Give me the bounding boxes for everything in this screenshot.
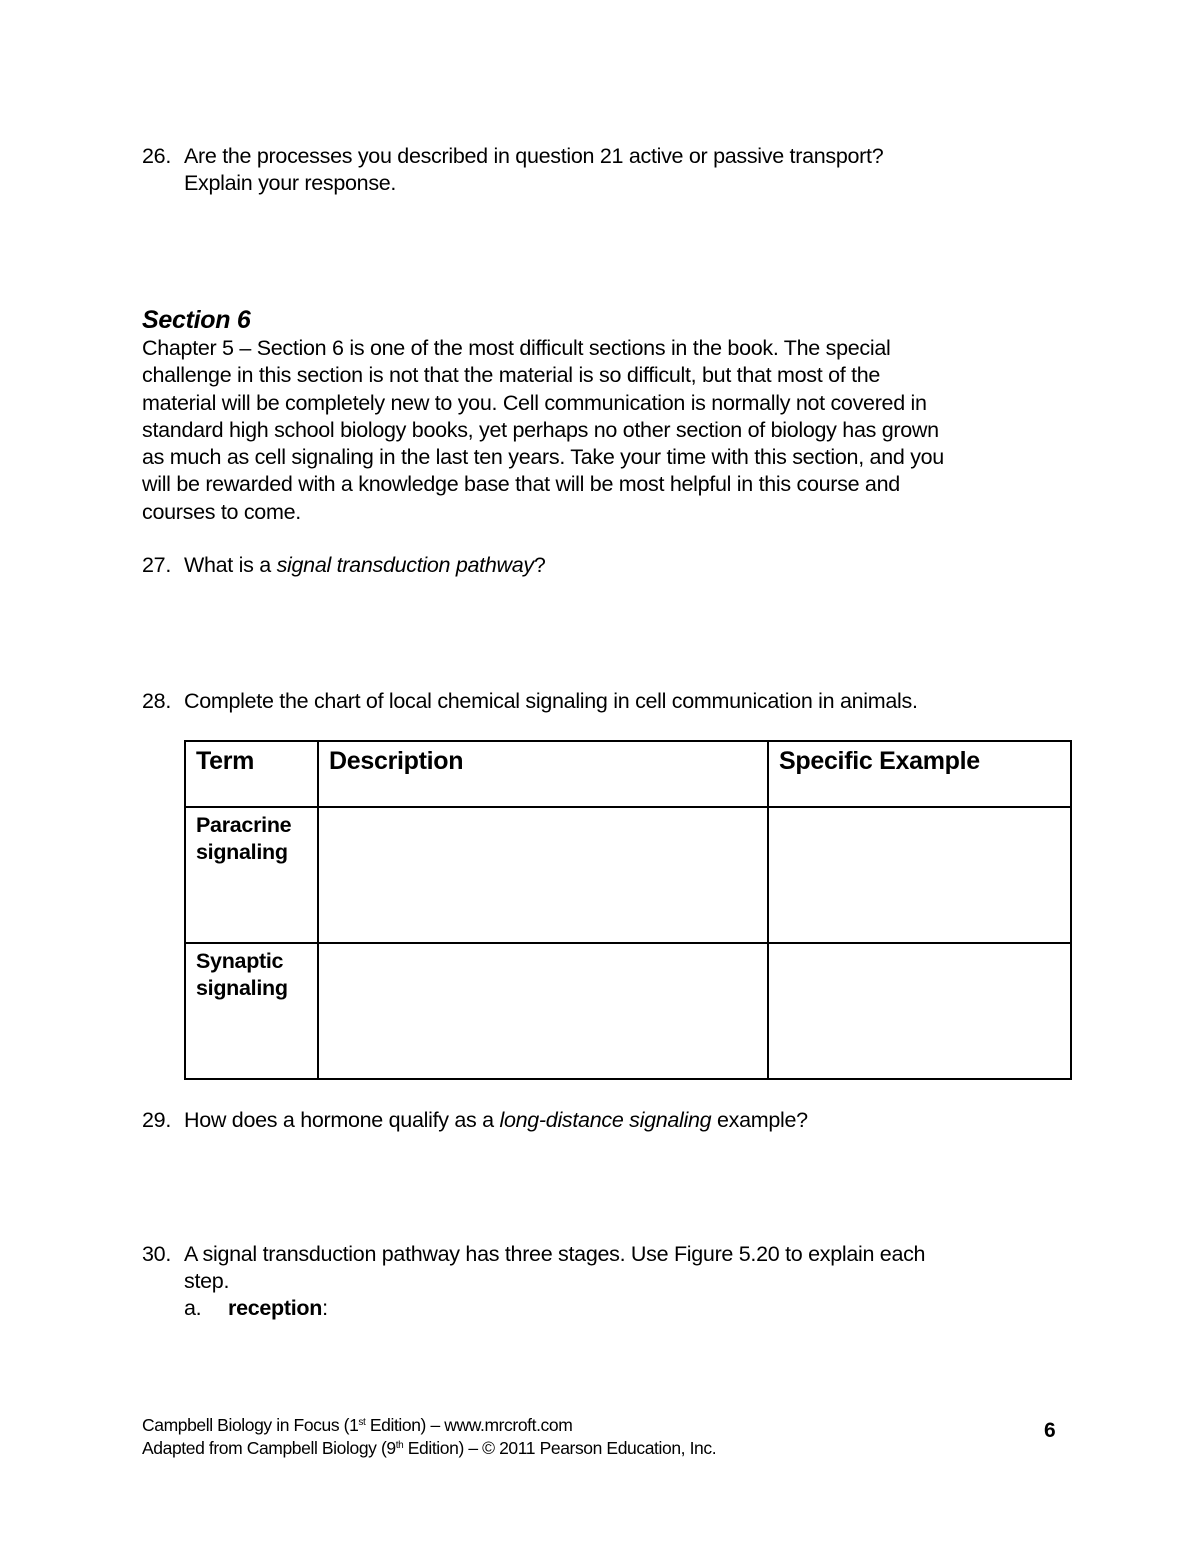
- question-number: 26.: [142, 144, 171, 168]
- term-line: Synaptic: [196, 949, 284, 973]
- footer-text: Edition) – © 2011 Pearson Education, Inc.: [403, 1438, 717, 1458]
- question-text: [184, 1241, 1072, 1322]
- question-number: 28.: [142, 689, 171, 713]
- question-number: 30.: [142, 1242, 171, 1266]
- question-line: step.: [184, 1269, 230, 1293]
- question-prefix: What is a: [184, 553, 277, 577]
- question-30: [142, 1241, 1072, 1322]
- footer-line-2: [142, 1437, 716, 1460]
- sub-item-term: reception: [228, 1296, 323, 1320]
- intro-line: as much as cell signaling in the last ten years. Take your time with this section, and you: [142, 445, 944, 470]
- question-27: [142, 552, 1072, 579]
- question-line: Explain your response.: [184, 171, 397, 195]
- question-number: 29.: [142, 1108, 171, 1132]
- table-header-row: [185, 741, 1071, 807]
- footer-superscript: th: [395, 1440, 404, 1451]
- intro-line: courses to come.: [142, 499, 301, 524]
- header-description: Description: [318, 741, 768, 807]
- footer-text: Campbell Biology in Focus (1: [142, 1415, 359, 1435]
- question-number: 27.: [142, 553, 171, 577]
- description-cell[interactable]: [318, 807, 768, 943]
- example-cell[interactable]: [768, 807, 1071, 943]
- section-heading: Section 6: [142, 306, 251, 334]
- intro-line: will be rewarded with a knowledge base that will be most helpful in this course and: [142, 472, 900, 497]
- page-footer: [142, 1414, 716, 1460]
- question-29: [142, 1107, 1072, 1134]
- intro-line: standard high school biology books, yet perhaps no other section of biology has grown: [142, 417, 939, 442]
- question-suffix: ?: [533, 553, 546, 577]
- question-term: long-distance signaling: [499, 1108, 712, 1132]
- sub-item-letter: a.: [184, 1296, 202, 1320]
- header-specific-example: Specific Example: [768, 741, 1071, 807]
- header-term: Term: [185, 741, 318, 807]
- question-line: A signal transduction pathway has three stages. Use Figure 5.20 to explain each: [184, 1242, 926, 1266]
- term-cell: [185, 807, 318, 943]
- footer-text: Adapted from Campbell Biology (9: [142, 1438, 396, 1458]
- question-28: [142, 688, 1072, 715]
- question-term: signal transduction pathway: [276, 553, 534, 577]
- term-line: signaling: [196, 840, 288, 864]
- question-26: [142, 143, 1072, 197]
- description-cell[interactable]: [318, 943, 768, 1079]
- sub-item-a: [184, 1295, 1072, 1322]
- section-intro-paragraph: [142, 335, 1077, 526]
- page-number: 6: [1044, 1419, 1056, 1442]
- term-line: signaling: [196, 976, 288, 1000]
- footer-text: Edition) – www.mrcroft.com: [365, 1415, 573, 1435]
- question-suffix: example?: [711, 1108, 808, 1132]
- term-line: Paracrine: [196, 813, 292, 837]
- sub-item-colon: :: [322, 1296, 328, 1320]
- term-cell: [185, 943, 318, 1079]
- question-text: [184, 552, 1072, 579]
- question-text: [184, 143, 1072, 197]
- question-text: [184, 1107, 1072, 1134]
- question-text: Complete the chart of local chemical signaling in cell communication in animals.: [184, 689, 918, 713]
- intro-line: Chapter 5 – Section 6 is one of the most difficult sections in the book. The special: [142, 336, 891, 360]
- footer-superscript: st: [358, 1417, 366, 1428]
- example-cell[interactable]: [768, 943, 1071, 1079]
- footer-line-1: [142, 1414, 716, 1437]
- table-row: [185, 943, 1071, 1079]
- signaling-chart-table: [184, 740, 1072, 1080]
- question-line: Are the processes you described in question 21 active or passive transport?: [184, 144, 884, 168]
- intro-line: material will be completely new to you. Cell communication is normally not covered in: [142, 390, 927, 415]
- question-prefix: How does a hormone qualify as a: [184, 1108, 500, 1132]
- intro-line: challenge in this section is not that the material is so difficult, but that most of the: [142, 363, 881, 388]
- table-row: [185, 807, 1071, 943]
